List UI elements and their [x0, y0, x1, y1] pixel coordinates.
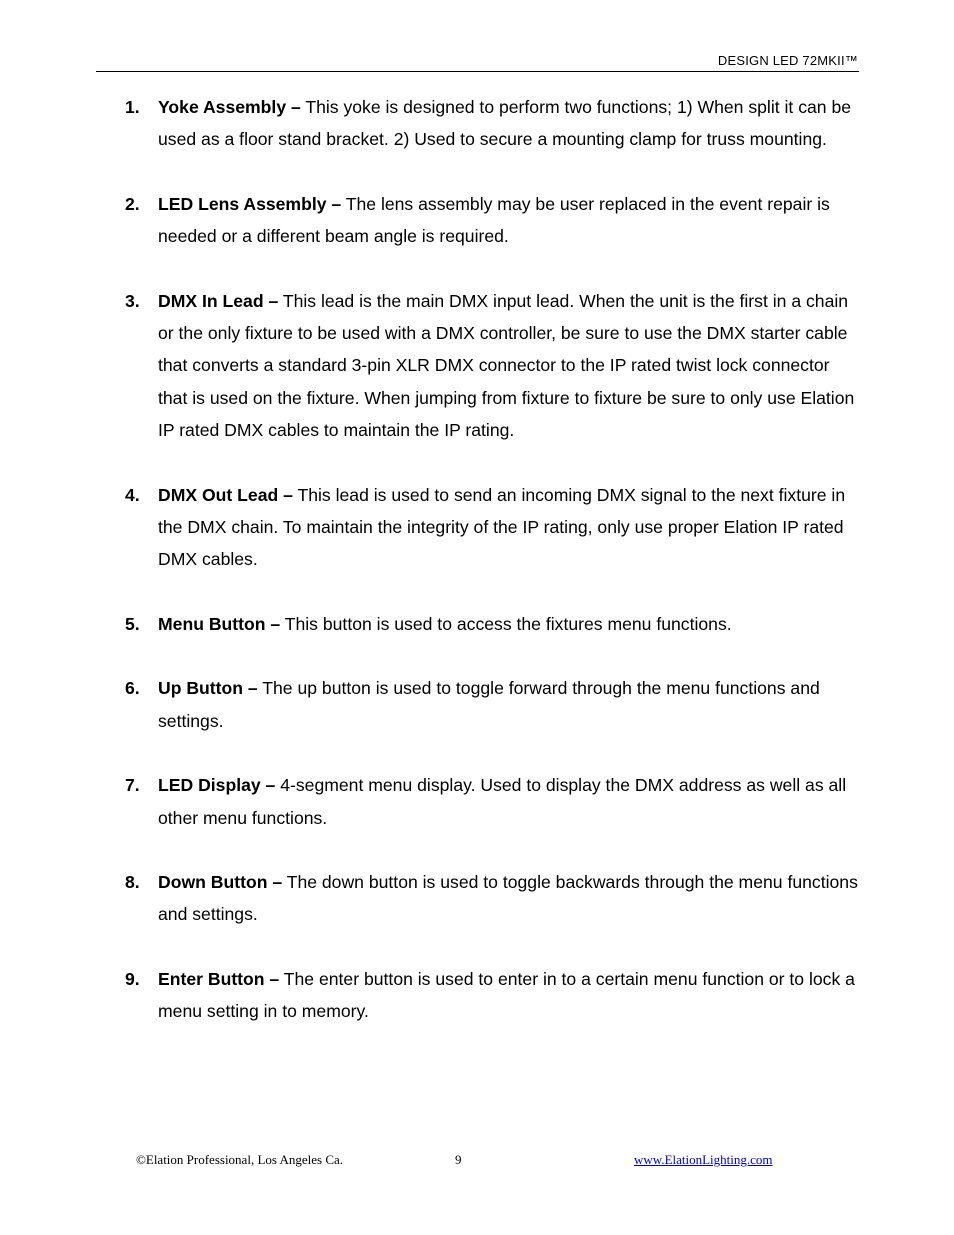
- item-description: The down button is used to toggle backwards through the menu functions and settings.: [158, 872, 858, 925]
- item-term: Down Button –: [158, 872, 283, 893]
- item-number: 8.: [125, 872, 140, 893]
- page-footer: [0, 1152, 954, 1172]
- list-item: [0, 479, 858, 576]
- item-term: DMX In Lead –: [158, 290, 279, 311]
- item-description: This lead is the main DMX input lead. When the unit is the first in a chain or the only fixture to be used with a DMX controller, be sure to use the DMX starter cable that converts a standard 3-pin XLR DMX connector to the IP rated twist lock connector that is used on the fixture. When jumping from fixture to fixture be sure to only use Elation IP rated DMX cables to maintain the IP rating.: [158, 290, 855, 440]
- list-item: [0, 866, 858, 931]
- page-number: 9: [455, 1152, 462, 1167]
- item-description: The lens assembly may be user replaced in the event repair is needed or a different beam angle is required.: [158, 193, 830, 247]
- list-item: [0, 769, 858, 834]
- item-term: Menu Button –: [158, 613, 281, 634]
- item-description: The enter button is used to enter in to a certain menu function or to lock a menu setting in to memory.: [158, 969, 855, 1022]
- item-number: 1.: [125, 97, 140, 117]
- component-list: [0, 91, 954, 1060]
- item-number: 9.: [125, 969, 140, 990]
- item-number: 5.: [125, 613, 140, 634]
- item-description: This yoke is designed to perform two functions; 1) When split it can be used as a floor stand bracket. 2) Used to secure a mounting clamp for truss mounting.: [158, 97, 852, 150]
- item-description: 4-segment menu display. Used to display the DMX address as well as all other menu functions.: [158, 775, 847, 828]
- item-description: The up button is used to toggle forward through the menu functions and settings.: [158, 678, 820, 731]
- item-description: This lead is used to send an incoming DMX signal to the next fixture in the DMX chain. To maintain the integrity of the IP rating, only use proper Elation IP rated DMX cables.: [158, 484, 846, 570]
- item-term: Up Button –: [158, 678, 258, 699]
- item-number: 2.: [125, 193, 140, 214]
- header-divider: [96, 71, 859, 72]
- item-term: Enter Button –: [158, 969, 280, 990]
- item-description: This button is used to access the fixtures menu functions.: [280, 613, 732, 634]
- item-term: DMX Out Lead –: [158, 484, 293, 505]
- item-number: 3.: [125, 290, 140, 311]
- list-item: [0, 188, 858, 253]
- footer-copyright: ©Elation Professional, Los Angeles Ca.: [136, 1152, 344, 1167]
- item-term: Yoke Assembly –: [158, 97, 301, 117]
- item-term: LED Display –: [158, 775, 276, 796]
- item-number: 4.: [125, 484, 140, 505]
- list-item: [0, 285, 858, 446]
- item-number: 7.: [125, 775, 140, 796]
- website-link[interactable]: www.ElationLighting.com: [634, 1152, 773, 1167]
- list-item: [0, 672, 858, 737]
- item-term: LED Lens Assembly –: [158, 193, 342, 214]
- list-item: [0, 91, 858, 156]
- list-item: [0, 608, 858, 640]
- header-title: DESIGN LED 72MKII™: [717, 53, 858, 68]
- item-number: 6.: [125, 678, 140, 699]
- list-item: [0, 963, 858, 1028]
